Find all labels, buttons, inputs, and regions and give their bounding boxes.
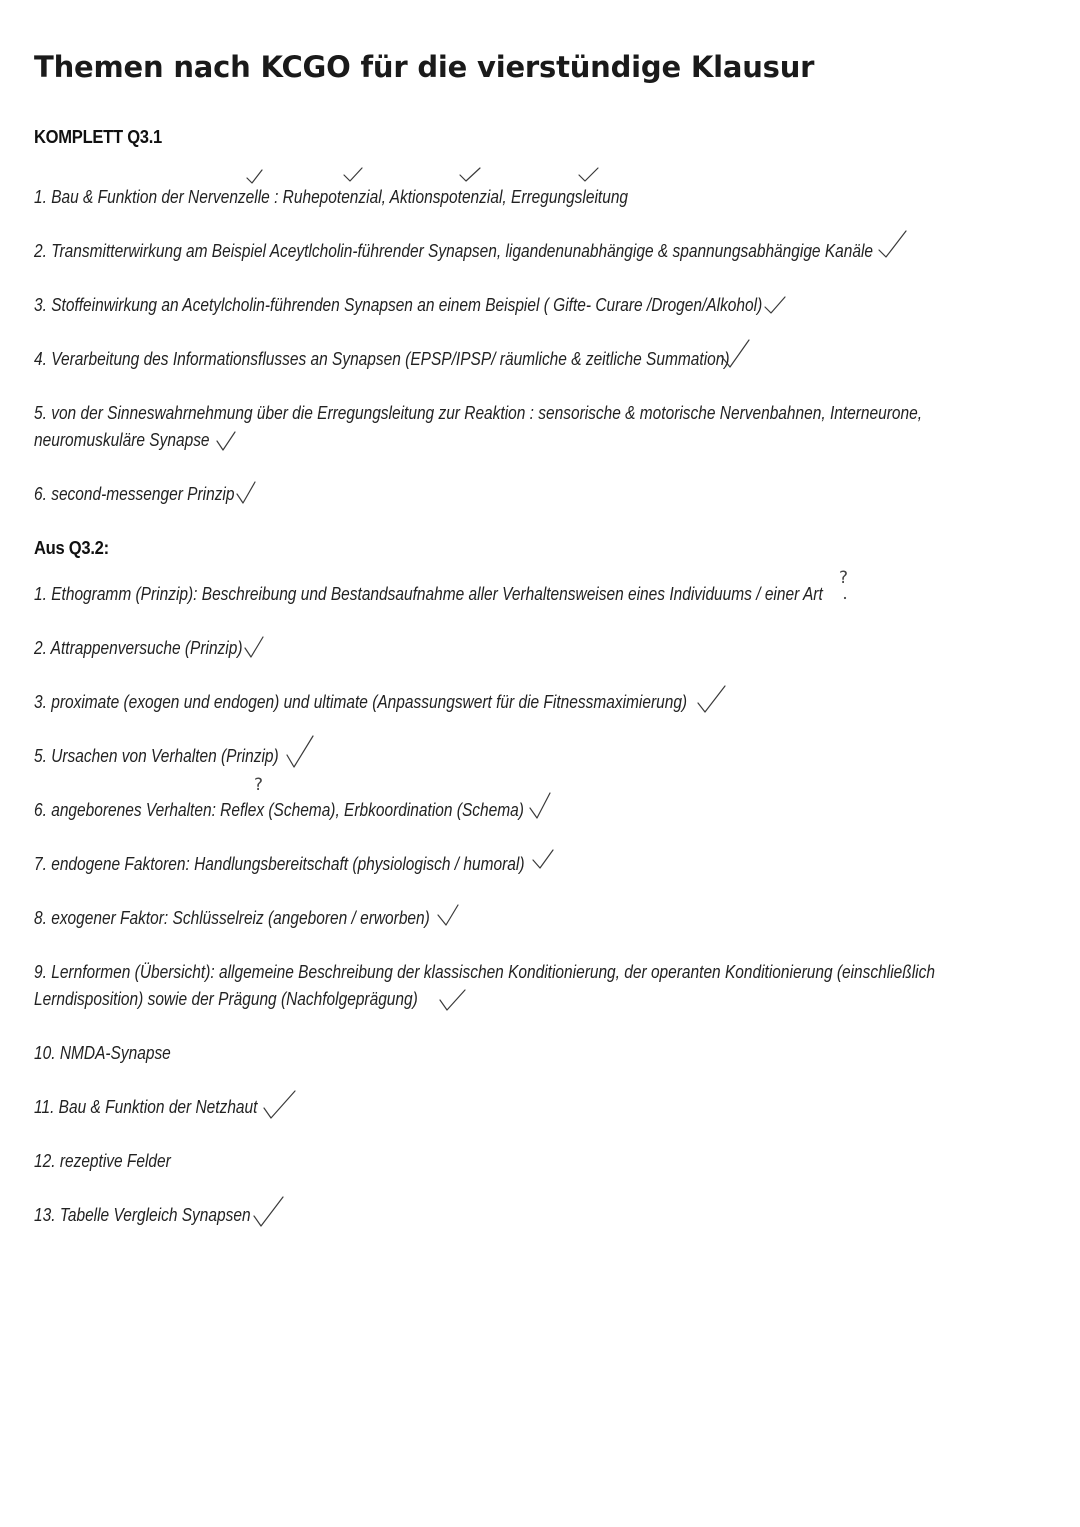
list-item-continuation: Lerndisposition) sowie der Prägung (Nachfolgeprägung) [34, 989, 418, 1009]
list-item: 1. Bau & Funktion der Nervenzelle : Ruhepotenzial, Aktionspotenzial, Erregungsleitung [34, 187, 629, 207]
handwritten-check-icon [254, 1197, 283, 1226]
handwritten-question-mark-icon: ? [839, 568, 849, 588]
list-item-continuation: neuromuskuläre Synapse [34, 430, 210, 450]
page-title: Themen nach KCGO für die vierstündige Klausur [34, 50, 815, 84]
list-item: 3. proximate (exogen und endogen) und ultimate (Anpassungswert für die Fitnessmaximierung) [34, 692, 688, 712]
handwritten-check-icon [879, 231, 906, 257]
list-item: 8. exogener Faktor: Schlüsselreiz (angeboren / erworben) [34, 908, 430, 928]
list-item: 10. NMDA-Synapse [34, 1043, 171, 1063]
handwritten-check-icon [460, 168, 480, 181]
handwritten-check-icon [698, 686, 725, 712]
handwritten-check-icon [245, 637, 263, 657]
list-item: 5. von der Sinneswahrnehmung über die Erregungsleitung zur Reaktion : sensorische & motorische Nervenbahnen, Interneurone, [34, 403, 923, 423]
handwritten-check-icon [438, 905, 458, 925]
list-item: 12. rezeptive Felder [34, 1151, 171, 1171]
handwritten-check-icon [237, 482, 255, 503]
list-item: 9. Lernformen (Übersicht): allgemeine Beschreibung der klassischen Konditionierung, der operanten Konditionierung (einschließlich [34, 962, 935, 982]
list-item: 2. Attrappenversuche (Prinzip) [34, 638, 243, 658]
section-heading-q31: KOMPLETT Q3.1 [34, 127, 162, 147]
handwritten-check-icon [765, 297, 785, 313]
list-item: 2. Transmitterwirkung am Beispiel Aceytlcholin-führender Synapsen, ligandenunabhängige & spannungsabhängige Kanäle [34, 241, 874, 261]
list-item: 4. Verarbeitung des Informationsflusses an Synapsen (EPSP/IPSP/ räumliche & zeitliche Summation) [34, 349, 730, 369]
handwritten-check-icon [247, 170, 262, 183]
list-item: 5. Ursachen von Verhalten (Prinzip) [34, 746, 279, 766]
list-item: 1. Ethogramm (Prinzip): Beschreibung und Bestandsaufnahme aller Verhaltensweisen eines Individuums / einer Art [34, 584, 823, 604]
list-item: 3. Stoffeinwirkung an Acetylcholin-führenden Synapsen an einem Beispiel ( Gifte- Curare /Drogen/Alkohol) [34, 295, 763, 315]
list-item: 13. Tabelle Vergleich Synapsen [34, 1205, 251, 1225]
handwritten-check-icon [287, 736, 313, 767]
handwritten-check-icon [440, 990, 465, 1010]
list-item: 6. angeborenes Verhalten: Reflex (Schema), Erbkoordination (Schema) [34, 800, 524, 820]
handwritten-check-icon [533, 850, 553, 868]
list-item: 6. second-messenger Prinzip [34, 484, 235, 504]
list-item: 7. endogene Faktoren: Handlungsbereitschaft (physiologisch / humoral) [34, 854, 525, 874]
handwritten-question-mark-icon: ? [254, 775, 264, 795]
list-item: 11. Bau & Funktion der Netzhaut [34, 1097, 258, 1117]
handwritten-check-icon [217, 432, 235, 450]
handwritten-check-icon [344, 168, 362, 181]
section-heading-q32: Aus Q3.2: [34, 538, 109, 558]
handwritten-check-icon [264, 1091, 295, 1118]
handwritten-check-icon [530, 793, 550, 818]
handwritten-check-icon [579, 168, 598, 181]
